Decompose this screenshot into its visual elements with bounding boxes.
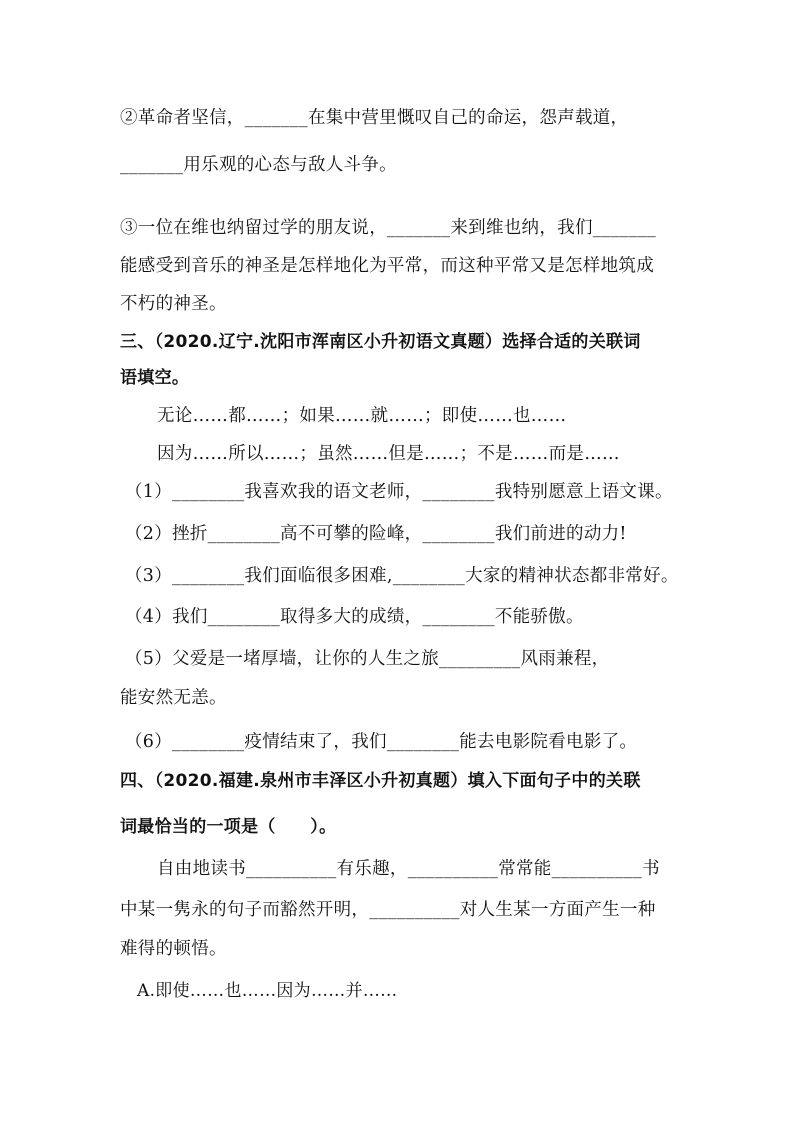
word-bank-line: 无论……都……；如果……就……；即使……也……: [157, 406, 567, 426]
passage-line: 自由地读书__________有乐趣，__________常常能__________书: [157, 859, 660, 879]
text-line: ②革命者坚信，_______在集中营里慨叹自己的命运，怨声载道，: [120, 108, 629, 128]
question-item: （1）________我喜欢我的语文老师，________我特别愿意上语文课。: [125, 482, 673, 502]
question-item: （4）我们________取得多大的成绩，________不能骄傲。: [125, 607, 584, 627]
question-item: （6）________疫情结束了，我们________能去电影院看电影了。: [125, 732, 638, 752]
section-heading: 语填空。: [120, 368, 190, 388]
section-heading: 三、（2020.辽宁.沈阳市浑南区小升初语文真题）选择合适的关联词: [120, 332, 641, 352]
text-line: _______用乐观的心态与敌人斗争。: [120, 155, 397, 175]
section-heading: 词最恰当的一项是（ ）。: [120, 817, 337, 837]
question-item: （2）挫折________高不可攀的险峰，________我们前进的动力!: [125, 524, 627, 544]
question-item: 能安然无恙。: [120, 688, 227, 708]
passage-line: 中某一隽永的句子而豁然开明，__________对人生某一方面产生一种: [120, 900, 656, 920]
question-item: （5）父爱是一堵厚墙，让你的人生之旅_________风雨兼程，: [125, 649, 610, 669]
question-item: （3）________我们面临很多困难,________大家的精神状态都非常好。: [125, 566, 679, 586]
text-line: 不朽的神圣。: [120, 294, 227, 314]
section-heading: 四、（2020.福建.泉州市丰泽区小升初真题）填入下面句子中的关联: [120, 771, 641, 791]
answer-option-a: A.即使……也……因为……并……: [137, 981, 398, 1001]
word-bank-line: 因为……所以……；虽然……但是……；不是……而是……: [157, 444, 620, 464]
text-line: ③一位在维也纳留过学的朋友说，_______来到维也纳，我们_______: [120, 218, 657, 238]
passage-line: 难得的顿悟。: [120, 939, 227, 959]
text-line: 能感受到音乐的神圣是怎样地化为平常，而这种平常又是怎样地筑成: [120, 256, 654, 276]
